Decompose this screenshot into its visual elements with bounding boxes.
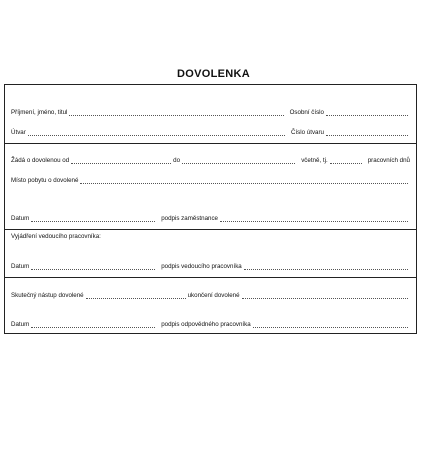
row-employee-signature [11,215,410,222]
date-label: Datum [11,215,30,222]
row-department [11,129,410,136]
manager-statement-label: Vyjádření vedoucího pracovníka: [11,233,101,240]
department-field[interactable] [28,130,285,136]
responsible-signature-label: podpis odpovědného pracovníka [161,321,251,328]
leave-end-label: ukončení dovolené [187,292,240,299]
actual-start-field[interactable] [86,293,186,299]
request-from-label: Žádá o dovolenou od [11,157,70,164]
personal-number-field[interactable] [326,110,408,116]
request-to-label: do [173,157,181,164]
date-label: Datum [11,263,30,270]
actual-start-label: Skutečný nástup dovolené [11,292,84,299]
form-title: DOVOLENKA [177,68,250,80]
row-actual-leave [11,292,410,299]
date-field[interactable] [31,216,155,222]
department-number-label: Číslo útvaru [290,129,324,136]
date-field[interactable] [31,322,155,328]
responsible-signature-field[interactable] [253,322,408,328]
manager-signature-label: podpis vedoucího pracovníka [161,263,242,270]
employee-signature-field[interactable] [220,216,408,222]
manager-signature-field[interactable] [244,264,408,270]
date-field[interactable] [31,264,155,270]
row-stay-place [11,177,410,184]
row-name [11,109,410,116]
row-leave-request [11,157,410,164]
divider [5,143,416,144]
department-number-field[interactable] [326,130,408,136]
divider [5,229,416,230]
row-manager-signature [11,263,410,270]
request-to-field[interactable] [182,158,295,164]
department-label: Útvar [11,129,26,136]
request-from-field[interactable] [71,158,171,164]
row-manager-statement [11,233,410,240]
surname-field[interactable] [69,110,283,116]
stay-place-label: Místo pobytu o dovolené [11,177,79,184]
row-responsible-signature [11,321,410,328]
divider [5,277,416,278]
inclusive-label: včetně, tj. [301,157,328,164]
date-label: Datum [11,321,30,328]
workdays-label: pracovních dnů [367,157,410,164]
surname-label: Příjmení, jméno, titul [11,109,68,116]
stay-place-field[interactable] [80,178,408,184]
leave-end-field[interactable] [242,293,408,299]
personal-number-label: Osobní číslo [289,109,324,116]
employee-signature-label: podpis zaměstnance [161,215,218,222]
days-count-field[interactable] [330,158,362,164]
leave-request-form [4,84,417,334]
